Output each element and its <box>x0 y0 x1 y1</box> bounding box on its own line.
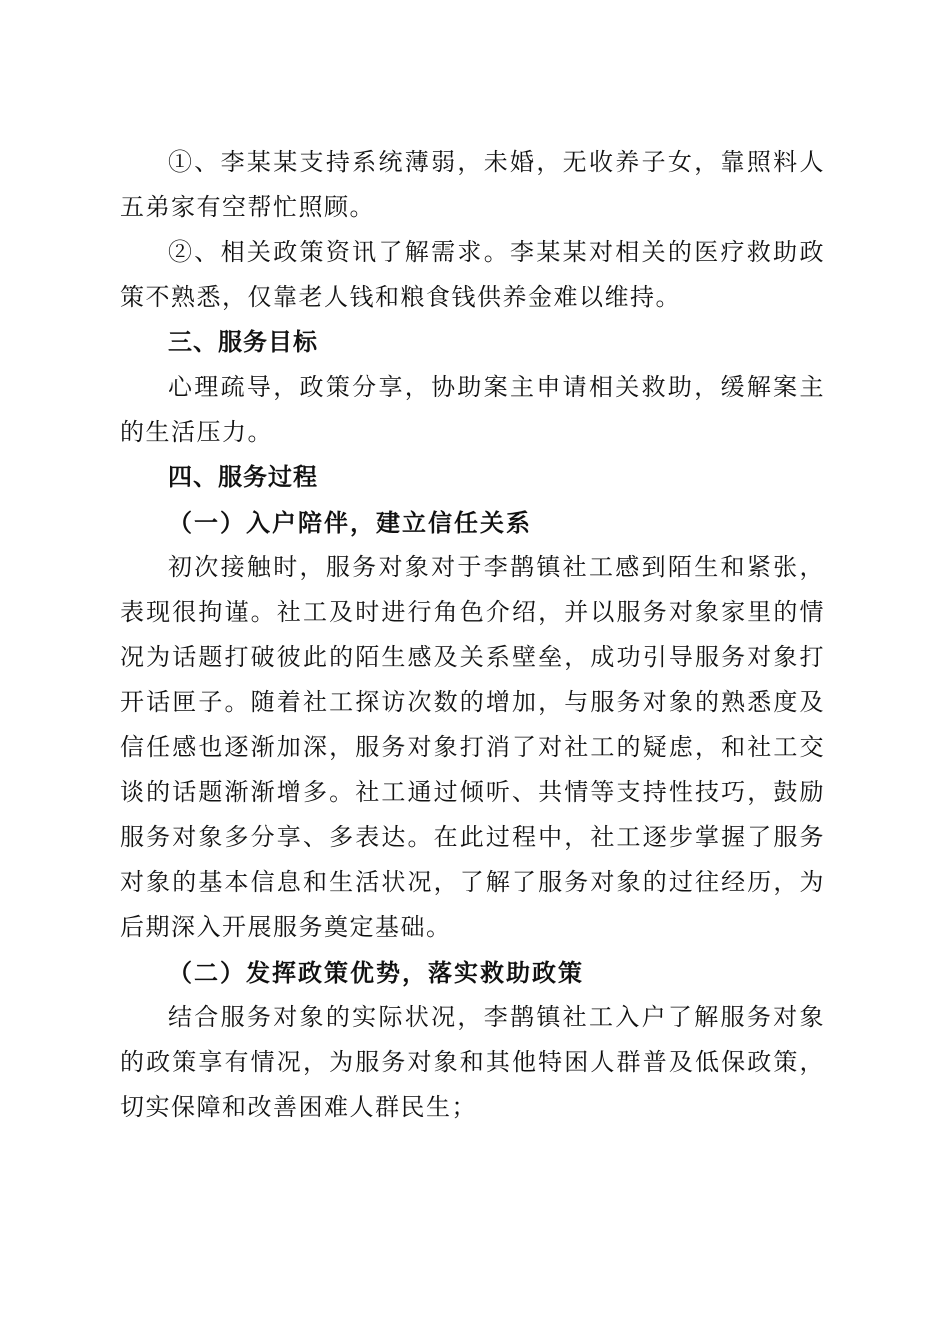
document-page <box>120 140 825 1130</box>
paragraph-policy-needs: ②、相关政策资讯了解需求。李某某对相关的医疗救助政策不熟悉，仅靠老人钱和粮食钱供养金难以维持。 <box>120 238 825 311</box>
paragraph-service-goals: 心理疏导，政策分享，协助案主申请相关救助，缓解案主的生活压力。 <box>120 373 825 446</box>
subheading-policy-advantage: （二）发挥政策优势，落实救助政策 <box>168 958 584 987</box>
paragraph-policy-advantage: 结合服务对象的实际状况，李鹊镇社工入户了解服务对象的政策享有情况，为服务对象和其他特困人群普及低保政策，切实保障和改善困难人群民生； <box>120 1003 825 1121</box>
paragraph-support-system: ①、李某某支持系统薄弱，未婚，无收养子女，靠照料人五弟家有空帮忙照顾。 <box>120 148 825 221</box>
section-heading-service-goals: 三、服务目标 <box>168 328 318 356</box>
section-heading-service-process: 四、服务过程 <box>168 463 318 491</box>
subheading-home-visit: （一）入户陪伴，建立信任关系 <box>168 508 532 537</box>
paragraph-home-visit: 初次接触时，服务对象对于李鹊镇社工感到陌生和紧张，表现很拘谨。社工及时进行角色介绍，并以服务对象家里的情况为话题打破彼此的陌生感及关系壁垒，成功引导服务对象打开话匣子。随着社工探访次数的增加，与服务对象的熟悉度及信任感也逐渐加深，服务对象打消了对社工的疑虑，和社工交谈的话题渐渐增多。社工通过倾听、共情等支持性技巧，鼓励服务对象多分享、多表达。在此过程中，社工逐步掌握了服务对象的基本信息和生活状况，了解了服务对象的过往经历，为后期深入开展服务奠定基础。 <box>120 553 825 941</box>
